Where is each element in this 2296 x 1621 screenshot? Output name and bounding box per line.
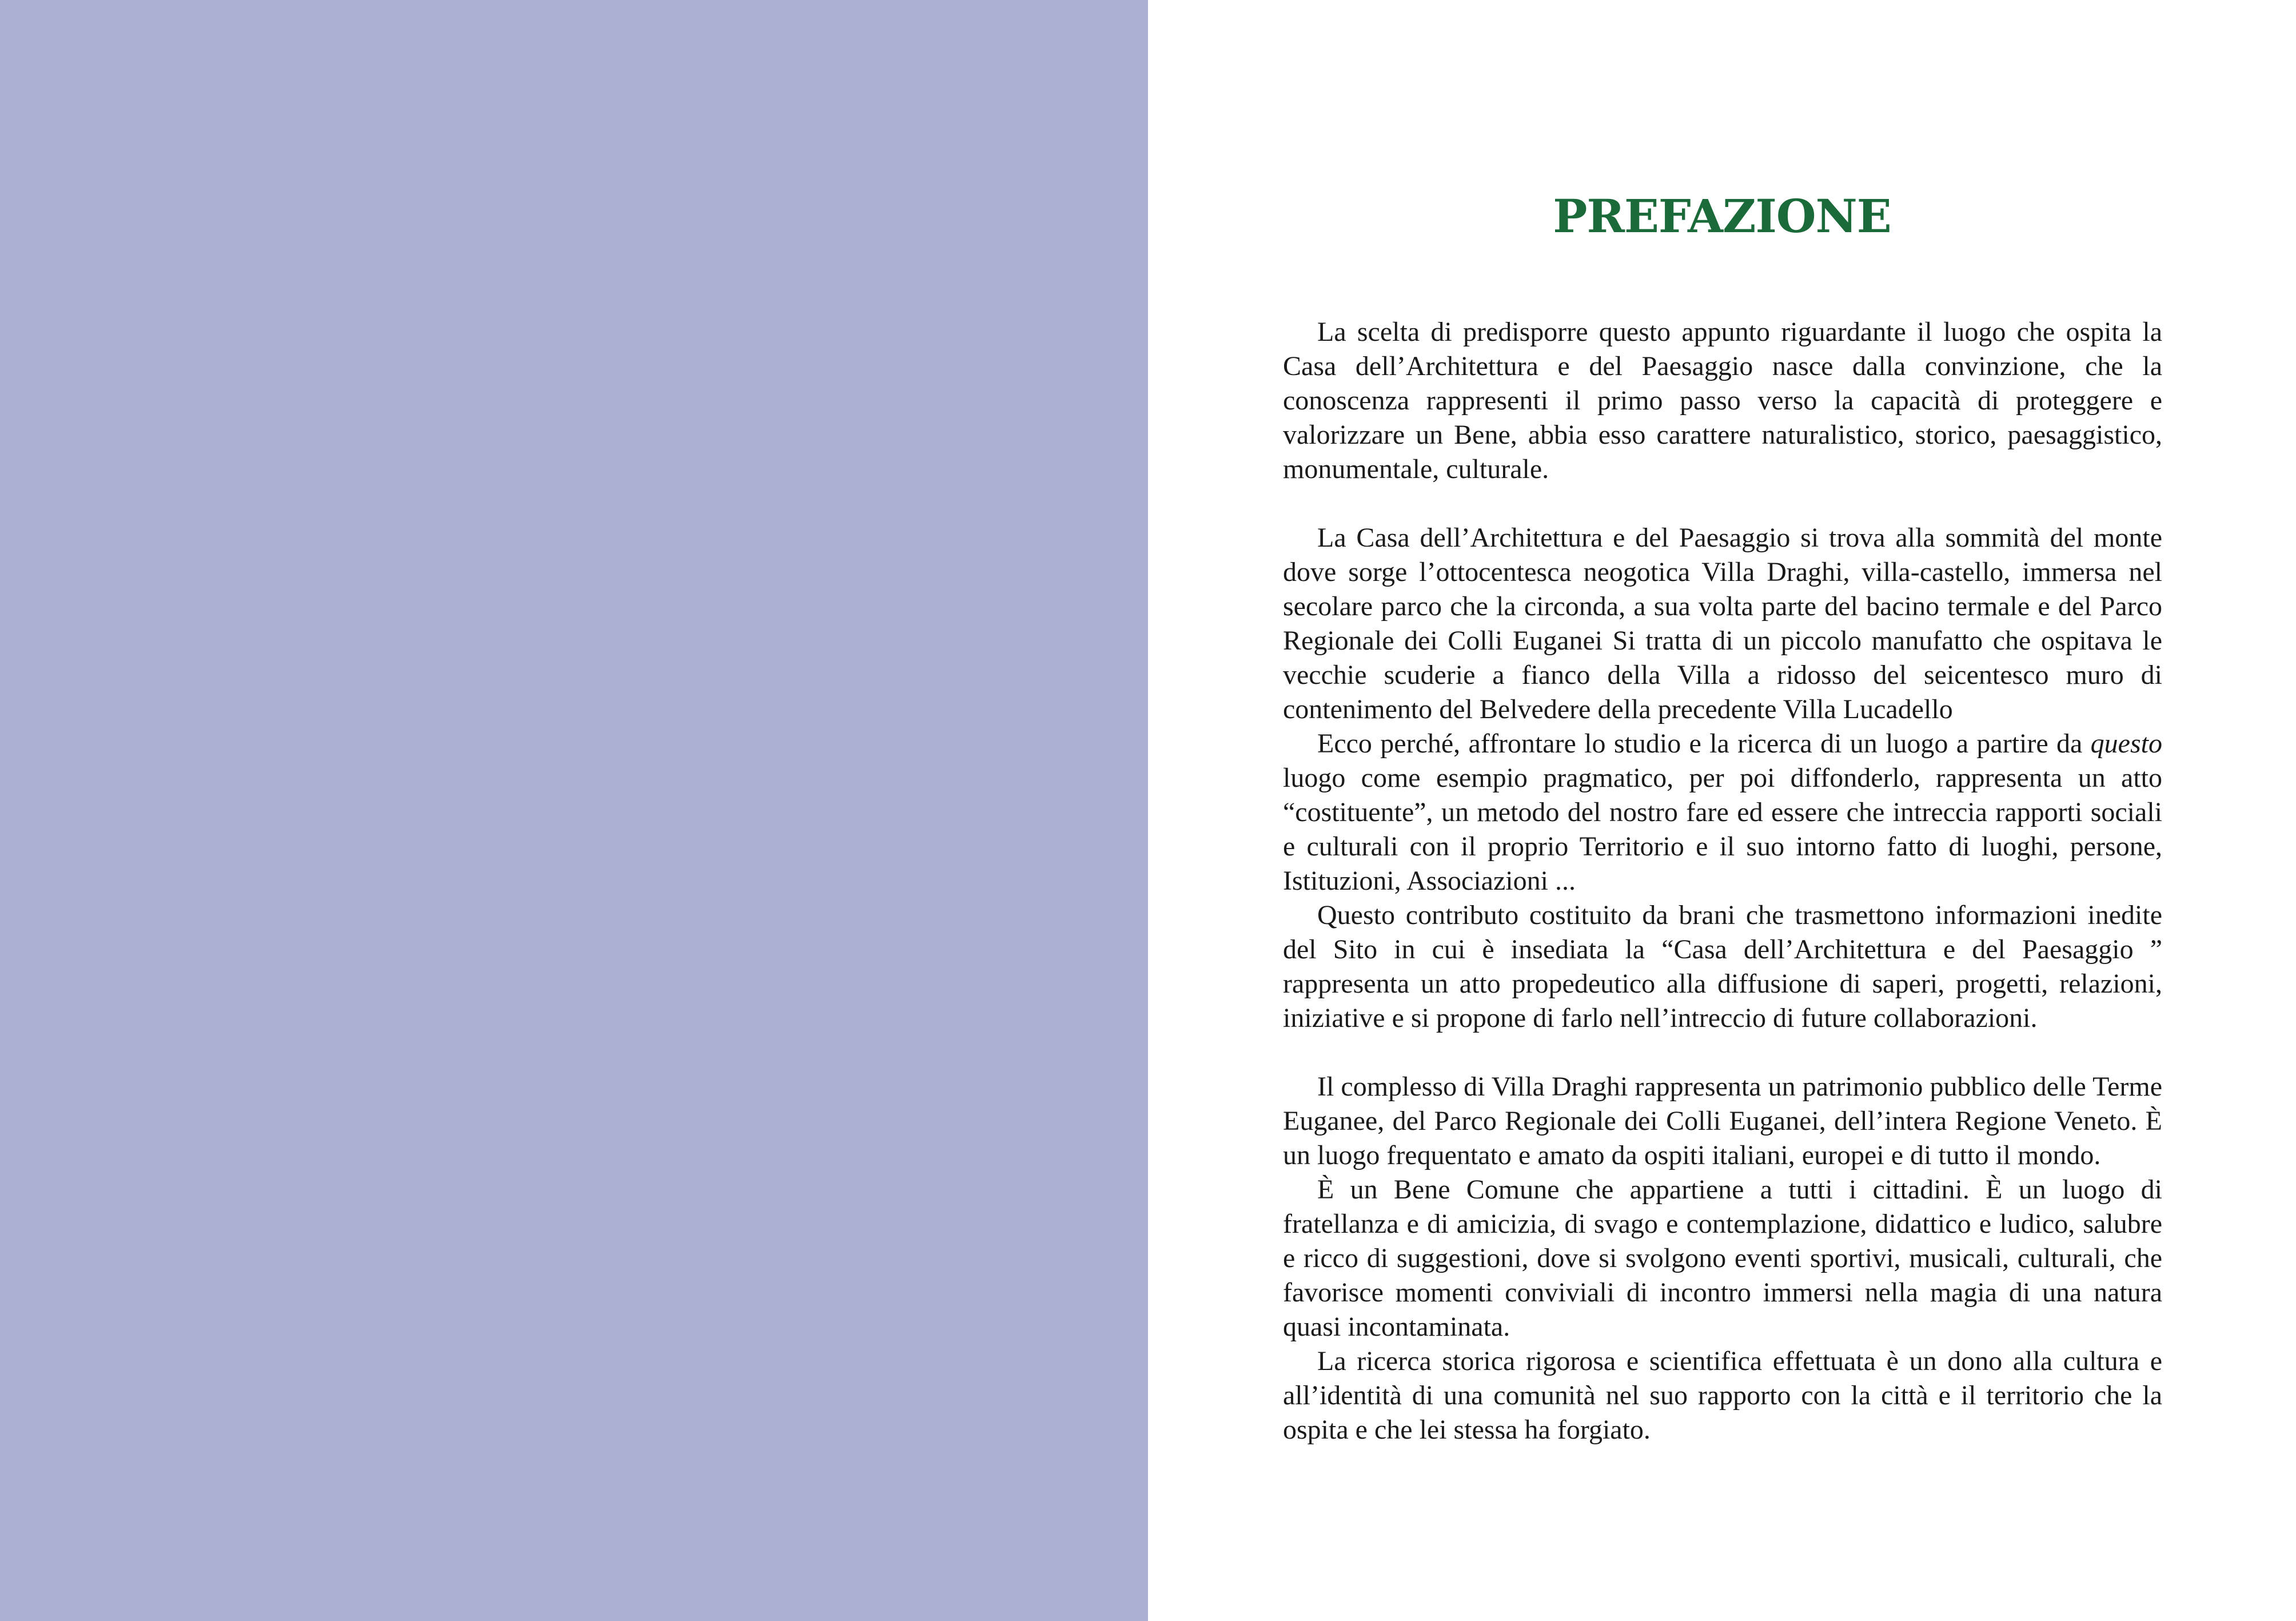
paragraph-7: La ricerca storica rigorosa e scientifica effettuata è un dono alla cultura e all’identità di una comunità nel suo rapporto con la città e il territorio che la ospita e che lei stessa ha forgiato.: [1283, 1346, 2162, 1445]
paragraph-1: La scelta di predisporre questo appunto riguardante il luogo che ospita la Casa dell’Architettura e del Paesaggio nasce dalla convinzione, che la conoscenza rappresenti il primo passo verso la capacità di proteggere e valorizzare un Bene, abbia esso carattere naturalistico, storico, paesaggistico, monumentale, culturale.: [1283, 317, 2162, 484]
paragraph-6: È un Bene Comune che appartiene a tutti i cittadini. È un luogo di fratellanza e di amicizia, di svago e contemplazione, didattico e ludico, salubre e ricco di suggestioni, dove si svolgono eventi sportivi, musicali, culturali, che favorisce momenti conviviali di incontro immersi nella magia di una natura quasi incontaminata.: [1283, 1174, 2162, 1342]
paragraph-gap: [1283, 1035, 2162, 1070]
paragraph-3-start: Ecco perché, affrontare lo studio e la ricerca di un luogo a partire da: [1317, 728, 2091, 759]
paragraph-3: [1283, 727, 2162, 898]
preface-text: [1283, 315, 2162, 1447]
paragraph-5: Il complesso di Villa Draghi rappresenta un patrimonio pubblico delle Terme Euganee, del Parco Regionale dei Colli Euganei, dell’intera Regione Veneto. È un luogo frequentato e amato da ospiti italiani, europei e di tutto il mondo.: [1283, 1072, 2162, 1170]
paragraph-3-italic: questo: [2090, 728, 2162, 759]
paragraph-3-end: luogo come esempio pragmatico, per poi diffonderlo, rappresenta un atto “costituente”, un metodo del nostro fare ed essere che intreccia rapporti sociali e culturali con il proprio Territorio e il suo intorno fatto di luoghi, persone, Istituzioni, Associazioni ...: [1283, 763, 2162, 896]
paragraph-2: La Casa dell’Architettura e del Paesaggio si trova alla sommità del monte dove sorge l’ottocentesca neogotica Villa Draghi, villa-castello, immersa nel secolare parco che la circonda, a sua volta parte del bacino termale e del Parco Regionale dei Colli Euganei Si tratta di un piccolo manufatto che ospitava le vecchie scuderie a fianco della Villa a ridosso del seicentesco muro di contenimento del Belvedere della precedente Villa Lucadello: [1283, 523, 2162, 724]
right-page: [1148, 0, 2296, 1621]
page-title: PREFAZIONE: [1553, 189, 1891, 243]
paragraph-gap: [1283, 487, 2162, 521]
paragraph-4: Questo contributo costituito da brani che trasmettono informazioni inedite del Sito in cui è insediata la “Casa dell’Architettura e del Paesaggio ” rappresenta un atto propedeutico alla diffusione di saperi, progetti, relazioni, iniziative e si propone di farlo nell’intreccio di future collaborazioni.: [1283, 900, 2162, 1033]
